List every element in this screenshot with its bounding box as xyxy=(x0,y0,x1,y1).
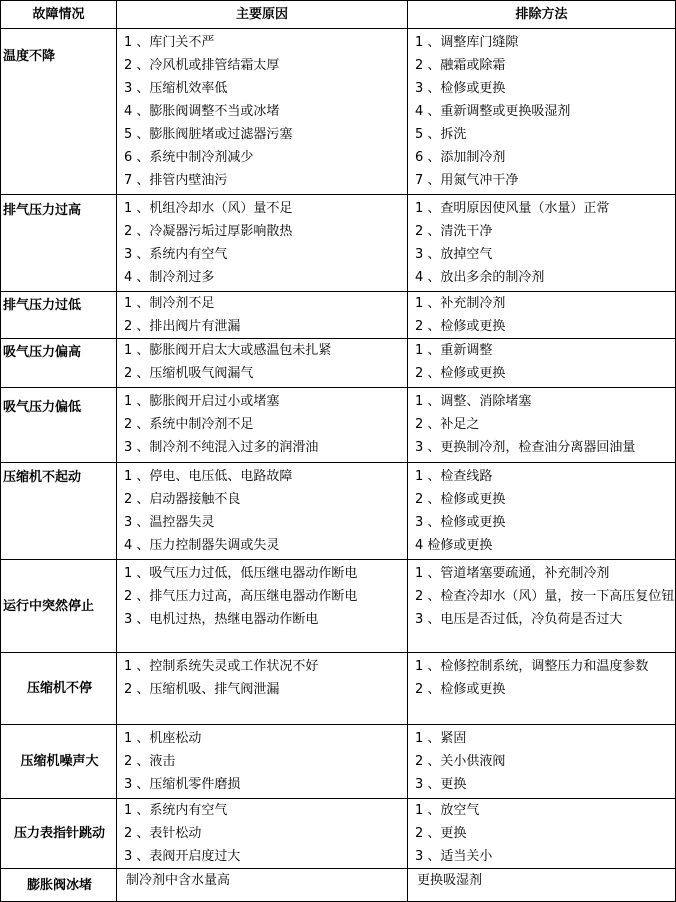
fix-item: 1 、调整、消除堵塞 xyxy=(415,394,532,409)
fix-item: 1 、查明原因使风量（水量）正常 xyxy=(415,201,610,216)
fix-cell xyxy=(408,339,676,388)
cause-item: 1 、制冷剂不足 xyxy=(124,296,215,311)
fix-item: 1 、补充制冷剂 xyxy=(415,296,506,311)
table-row xyxy=(1,653,676,725)
fix-cell xyxy=(408,560,676,653)
fault-label: 运行中突然停止 xyxy=(3,598,95,614)
cause-cell xyxy=(117,388,408,463)
cause-item: 1 、吸气压力过低，低压继电器动作断电 xyxy=(124,566,358,581)
fix-cell xyxy=(408,195,676,292)
cause-item: 4 、压力控制器失调或失灵 xyxy=(124,538,280,553)
cause-item: 2 、表针松动 xyxy=(124,826,202,841)
cause-item: 3 、压缩机效率低 xyxy=(124,81,228,96)
fix-item: 4 、放出多余的制冷剂 xyxy=(415,270,545,285)
table-row xyxy=(1,463,676,560)
cause-item: 7 、排管内壁油污 xyxy=(124,173,228,188)
fix-item: 2 、更换 xyxy=(415,826,467,841)
cause-item: 2 、排气压力过高，高压继电器动作断电 xyxy=(124,589,358,604)
cause-cell xyxy=(117,292,408,339)
cause-item: 2 、冷凝器污垢过厚影响散热 xyxy=(124,224,293,239)
fault-label: 温度不降 xyxy=(3,49,56,64)
cause-item: 3 、温控器失灵 xyxy=(124,515,215,530)
cause-item: 3 、电机过热，热继电器动作断电 xyxy=(124,612,319,627)
fix-item: 1 、检修控制系统，调整压力和温度参数 xyxy=(415,659,649,674)
fix-cell xyxy=(408,869,676,902)
cause-cell xyxy=(117,339,408,388)
table-row xyxy=(1,195,676,292)
cause-item: 1 、机座松动 xyxy=(124,731,202,746)
cause-item: 6 、系统中制冷剂减少 xyxy=(124,150,254,165)
fault-label: 吸气压力偏低 xyxy=(3,400,82,415)
fix-cell xyxy=(408,29,676,195)
header-fault: 故障情况 xyxy=(1,1,117,29)
fix-item: 3 、检修或更换 xyxy=(415,81,506,96)
cause-item: 3 、制冷剂不纯混入过多的润滑油 xyxy=(124,440,319,455)
fault-label: 压缩机不停 xyxy=(26,681,92,696)
cause-item: 1 、控制系统失灵或工作状况不好 xyxy=(124,659,319,674)
cause-item: 2 、系统中制冷剂不足 xyxy=(124,417,254,432)
cause-item: 3 、压缩机零件磨损 xyxy=(124,777,241,792)
cause-item: 2 、冷风机或排管结霜太厚 xyxy=(124,58,280,73)
fix-item: 3 、适当关小 xyxy=(415,849,493,864)
cause-item: 1 、机组冷却水（风）量不足 xyxy=(124,201,293,216)
table-row xyxy=(1,29,676,195)
cause-cell xyxy=(117,869,408,902)
cause-item: 1 、停电、电压低、电路故障 xyxy=(124,469,293,484)
fault-cell xyxy=(1,388,117,463)
cause-cell xyxy=(117,29,408,195)
table-row xyxy=(1,292,676,339)
fault-cell xyxy=(1,195,117,292)
fix-item: 3 、更换制冷剂，检查油分离器回油量 xyxy=(415,440,636,455)
cause-cell xyxy=(117,560,408,653)
fault-cell xyxy=(1,463,117,560)
fix-item: 3 、电压是否过低，冷负荷是否过大 xyxy=(415,612,623,627)
header-fix: 排除方法 xyxy=(408,1,676,29)
fix-cell xyxy=(408,463,676,560)
cause-item: 1 、膨胀阀开启过小或堵塞 xyxy=(124,394,280,409)
fix-item: 2 、补足之 xyxy=(415,417,480,432)
fault-label: 吸气压力偏高 xyxy=(3,345,82,360)
fix-item: 3 、检修或更换 xyxy=(415,515,506,530)
fix-item: 1 、紧固 xyxy=(415,731,467,746)
fault-cell xyxy=(1,292,117,339)
cause-item: 制冷剂中含水量高 xyxy=(126,873,231,888)
fault-cell xyxy=(1,653,117,725)
cause-item: 4 、膨胀阀调整不当或冰堵 xyxy=(124,104,280,119)
fix-item: 2 、融霜或除霜 xyxy=(415,58,506,73)
fault-cell xyxy=(1,799,117,869)
fault-cell xyxy=(1,560,117,653)
header-cause: 主要原因 xyxy=(117,1,408,29)
fix-item: 2 、检修或更换 xyxy=(415,319,506,334)
table-row xyxy=(1,339,676,388)
table-row xyxy=(1,560,676,653)
fault-label: 压缩机噪声大 xyxy=(20,754,99,769)
cause-item: 4 、制冷剂过多 xyxy=(124,270,215,285)
cause-cell xyxy=(117,463,408,560)
fix-item: 1 、调整库门缝隙 xyxy=(415,35,519,50)
cause-item: 2 、启动器接触不良 xyxy=(124,492,241,507)
table-row xyxy=(1,869,676,902)
table-row xyxy=(1,799,676,869)
cause-cell xyxy=(117,799,408,869)
fix-cell xyxy=(408,725,676,799)
fix-item: 7 、用氮气冲干净 xyxy=(415,173,519,188)
table-row xyxy=(1,725,676,799)
fix-item: 5 、拆洗 xyxy=(415,127,467,142)
fix-cell xyxy=(408,653,676,725)
cause-item: 1 、系统内有空气 xyxy=(124,803,228,818)
fix-item: 2 、检修或更换 xyxy=(415,366,506,381)
cause-cell xyxy=(117,653,408,725)
cause-item: 3 、系统内有空气 xyxy=(124,247,228,262)
table-header-row xyxy=(1,1,676,29)
fault-label: 压力表指针跳动 xyxy=(13,826,105,841)
fault-cell xyxy=(1,339,117,388)
fault-label: 压缩机不起动 xyxy=(3,470,82,485)
cause-item: 2 、压缩机吸、排气阀泄漏 xyxy=(124,682,280,697)
cause-item: 5 、膨胀阀脏堵或过滤器污塞 xyxy=(124,127,293,142)
fix-item: 1 、管道堵塞要疏通，补充制冷剂 xyxy=(415,566,610,581)
fix-item: 2 、检修或更换 xyxy=(415,492,506,507)
fix-cell xyxy=(408,388,676,463)
cause-item: 2 、排出阀片有泄漏 xyxy=(124,319,241,334)
fix-item: 2 、检修或更换 xyxy=(415,682,506,697)
fix-item: 4 检修或更换 xyxy=(415,538,493,553)
fault-cell xyxy=(1,869,117,902)
fault-cell xyxy=(1,725,117,799)
fix-item: 2 、关小供液阀 xyxy=(415,754,506,769)
fix-item: 更换吸湿剂 xyxy=(417,873,483,888)
fix-item: 6 、添加制冷剂 xyxy=(415,150,506,165)
fix-item: 2 、清洗干净 xyxy=(415,224,493,239)
fix-item: 2 、检查冷却水（风）量，按一下高压复位钮 xyxy=(415,589,675,604)
fault-cell xyxy=(1,29,117,195)
fix-cell xyxy=(408,292,676,339)
fix-item: 1 、检查线路 xyxy=(415,469,493,484)
cause-item: 2 、液击 xyxy=(124,754,176,769)
cause-item: 1 、库门关不严 xyxy=(124,35,215,50)
fix-item: 4 、重新调整或更换吸湿剂 xyxy=(415,104,571,119)
fix-cell xyxy=(408,799,676,869)
fix-item: 3 、更换 xyxy=(415,777,467,792)
fault-label: 膨胀阀冰堵 xyxy=(26,877,92,893)
fault-label: 排气压力过高 xyxy=(3,203,82,218)
fix-item: 3 、放掉空气 xyxy=(415,247,493,262)
fault-label: 排气压力过低 xyxy=(3,298,82,313)
cause-cell xyxy=(117,195,408,292)
cause-item: 2 、压缩机吸气阀漏气 xyxy=(124,366,254,381)
table-row xyxy=(1,388,676,463)
cause-item: 3 、表阀开启度过大 xyxy=(124,849,241,864)
fix-item: 1 、重新调整 xyxy=(415,343,493,358)
fix-item: 1 、放空气 xyxy=(415,803,480,818)
cause-item: 1 、膨胀阀开启太大或感温包未扎紧 xyxy=(124,343,332,358)
cause-cell xyxy=(117,725,408,799)
